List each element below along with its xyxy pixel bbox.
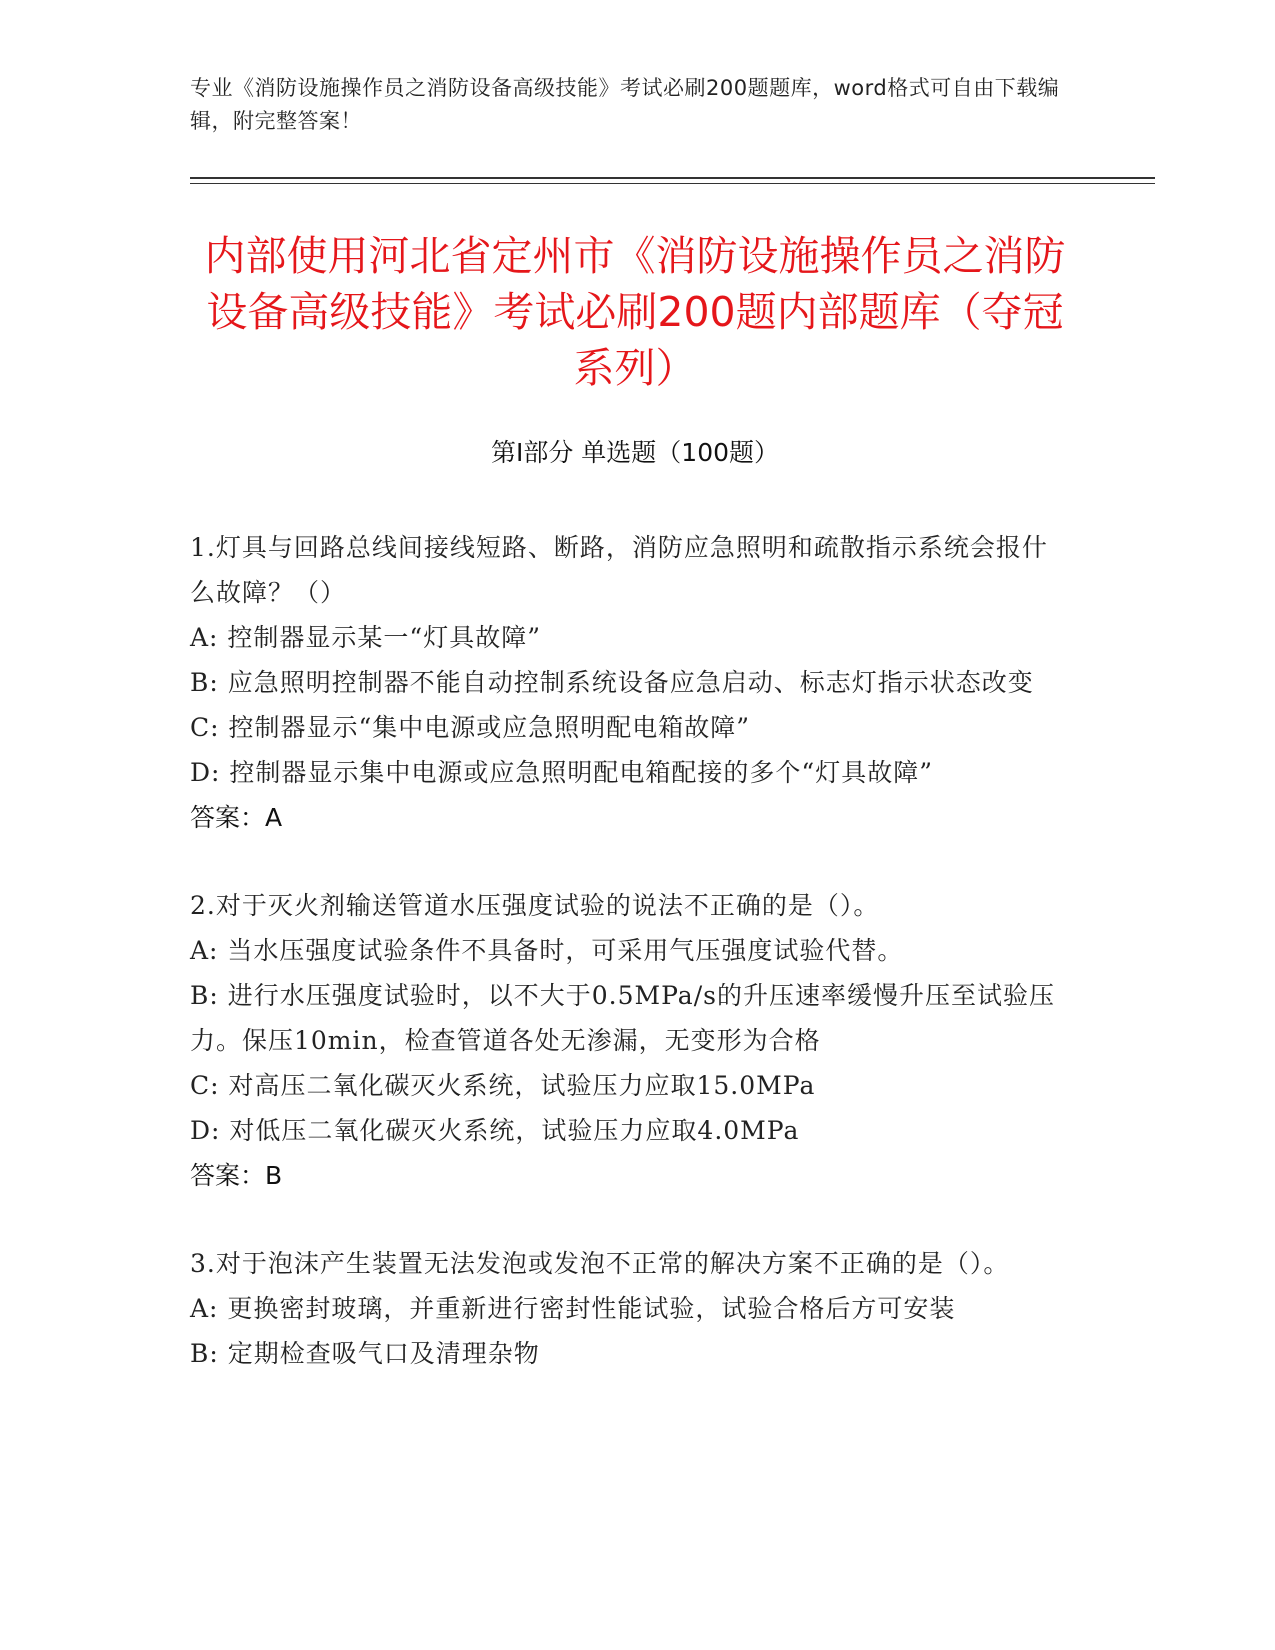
question-stem: 2.对于灭火剂输送管道水压强度试验的说法不正确的是（）。 <box>190 891 880 920</box>
option-d: D: 对低压二氧化碳灭火系统，试验压力应取4.0MPa <box>190 1116 800 1145</box>
option-b: B: 应急照明控制器不能自动控制系统设备应急启动、标志灯指示状态改变 <box>190 668 1034 697</box>
header-divider <box>190 177 1155 179</box>
answer-line: 答案：B <box>190 1161 283 1190</box>
document-title: 内部使用河北省定州市《消防设施操作员之消防设备高级技能》考试必刷200题内部题库（夺冠系列） <box>204 232 1066 392</box>
question-stem: 3.对于泡沫产生装置无法发泡或发泡不正常的解决方案不正确的是（）。 <box>190 1249 1010 1278</box>
section-heading: 第Ⅰ部分 单选题（100题） <box>490 438 780 467</box>
option-a: A: 当水压强度试验条件不具备时，可采用气压强度试验代替。 <box>190 936 904 965</box>
header-divider-thin <box>190 183 1155 184</box>
question-list <box>190 525 1070 1419</box>
option-c: C: 控制器显示“集中电源或应急照明配电箱故障” <box>190 713 751 742</box>
question-2 <box>190 883 1070 1198</box>
option-b: B: 进行水压强度试验时，以不大于0.5MPa/s的升压速率缓慢升压至试验压力。保压10min，检查管道各处无渗漏，无变形为合格 <box>190 981 1055 1055</box>
option-c: C: 对高压二氧化碳灭火系统，试验压力应取15.0MPa <box>190 1071 816 1100</box>
option-a: A: 更换密封玻璃，并重新进行密封性能试验，试验合格后方可安装 <box>190 1294 956 1323</box>
option-a: A: 控制器显示某一“灯具故障” <box>190 623 541 652</box>
option-d: D: 控制器显示集中电源或应急照明配电箱配接的多个“灯具故障” <box>190 758 933 787</box>
question-1 <box>190 525 1070 840</box>
answer-line: 答案：A <box>190 803 283 832</box>
option-b: B: 定期检查吸气口及清理杂物 <box>190 1339 540 1368</box>
question-3 <box>190 1241 1070 1376</box>
header-note: 专业《消防设施操作员之消防设备高级技能》考试必刷200题题库，word格式可自由下载编辑，附完整答案！ <box>190 76 1060 133</box>
question-stem: 1.灯具与回路总线间接线短路、断路，消防应急照明和疏散指示系统会报什么故障？（） <box>190 533 1048 607</box>
